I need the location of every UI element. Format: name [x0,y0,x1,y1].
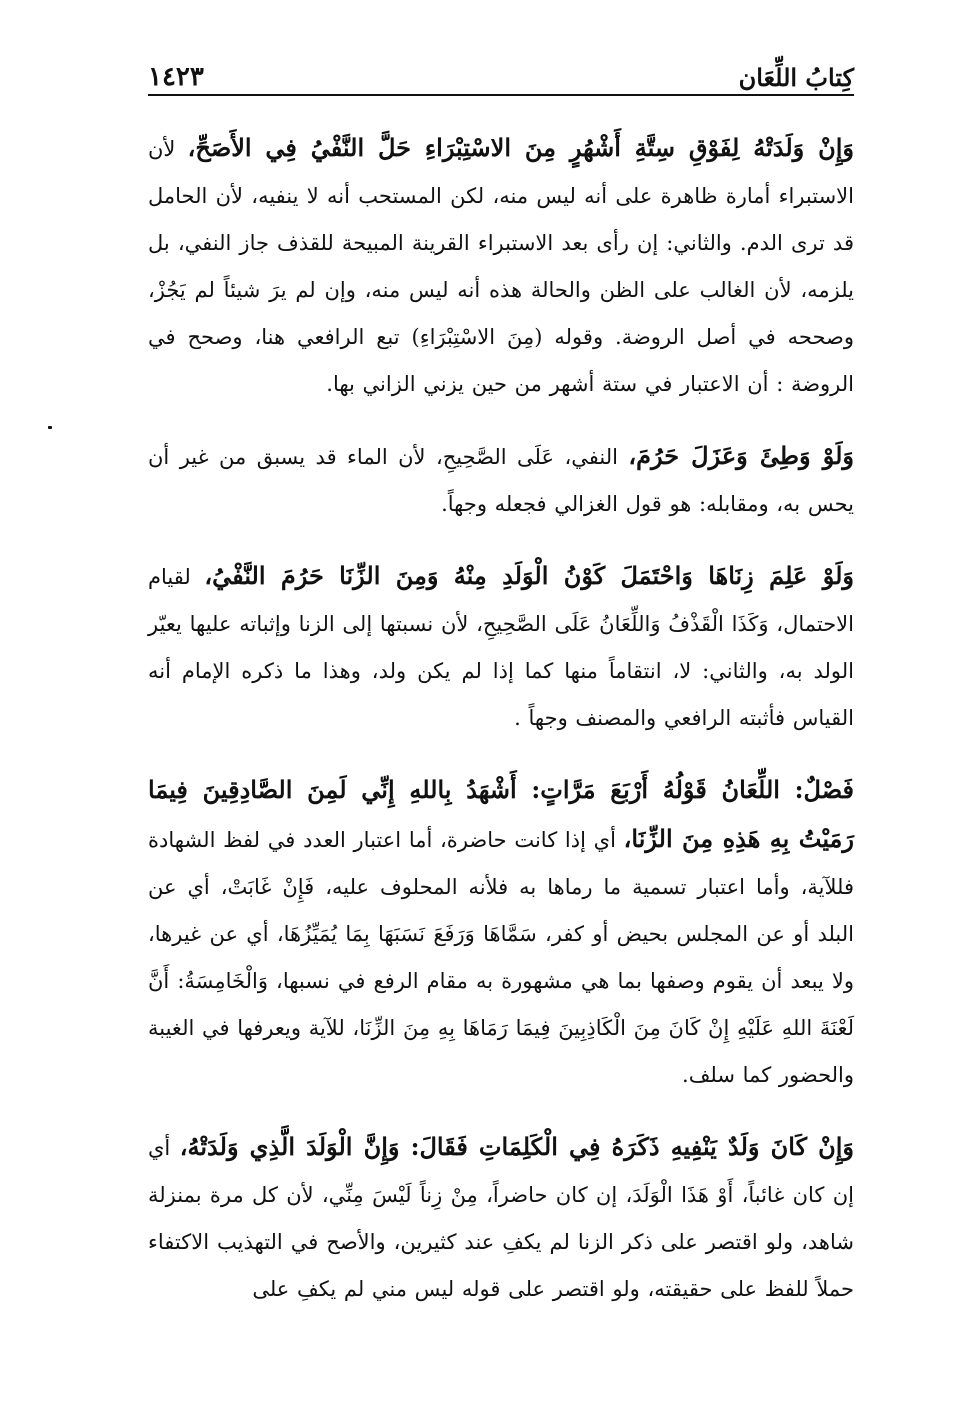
commentary-text: أي إذا كانت حاضرة، أما اعتبار العدد في لفظ الشهادة فللآية، وأما اعتبار تسمية ما رماها به فلأنه المحلوف عليه، فَإِنْ غَابَتْ، أي عن البلد أو عن المجلس بحيض أو كفر، سَمَّاهَا وَرَفَعَ نَسَبَهَا بِمَا يُمَيِّزُهَا، أي عن غيرها، ولا يبعد أن يقوم وصفها بما هي مشهورة به مقام الرفع في نسبها، وَالْخَامِسَةُ: أَنَّ لَعْنَةَ اللهِ عَلَيْهِ إِنْ كَانَ مِنَ الْكَاذِبِينَ فِيمَا رَمَاهَا بِهِ مِنَ الزِّنَا، للآية ويعرفها في الغيبة والحضور كما سلف. [148,828,854,1087]
paragraph [148,766,854,1099]
scan-speck [48,426,52,429]
matn-text: وَإِنْ وَلَدَتْهُ لِفَوْقِ سِتَّةِ أَشْهُرٍ مِنَ الاسْتِبْرَاءِ حَلَّ النَّفْيُ فِي الأَصَحِّ، [187,133,855,162]
paragraph [148,552,854,742]
paragraph [148,432,854,528]
commentary-text: أي إن كان غائباً، أَوْ هَذَا الْوَلَدَ، إن كان حاضراً، مِنْ زِناً لَيْسَ مِنِّي، لأن كل مرة بمنزلة شاهد، ولو اقتصر على ذكر الزنا لم يكفِ عند كثيرين، والأصح في التهذيب الاكتفاء حملاً للفظ على حقيقته، ولو اقتصر على قوله ليس مني لم يكفِ على [148,1136,854,1301]
commentary-text: النفي، عَلَى الصَّحِيحِ، لأن الماء قد يسبق من غير أن يحس به، ومقابله: هو قول الغزالي فجعله وجهاً. [148,445,854,516]
page-number: ١٤٢٣ [148,62,204,92]
matn-text: فَصْلٌ: اللِّعَانُ قَوْلُهُ أَرْبَعَ مَرَّاتٍ: أَشْهَدُ بِاللهِ إِنِّي لَمِنَ الصَّادِقِينَ فِيمَا رَمَيْتُ بِهِ هَذِهِ مِنَ الزِّنَا، [148,775,855,853]
paragraph [148,124,854,408]
matn-text: وَلَوْ عَلِمَ زِنَاهَا وَاحْتَمَلَ كَوْنُ الْوَلَدِ مِنْهُ وَمِنَ الزِّنَا حَرُمَ النَّفْيُ، [204,561,854,590]
commentary-text: لقيام الاحتمال، وَكَذَا الْقَذْفُ وَاللِّعَانُ عَلَى الصَّحِيحِ، لأن نسبتها إلى الزنا وإثباته عليها يعيّر الولد به، والثاني: لا، انتقاماً منها كما إذا لم يكن ولد، وهذا ما ذكره الإمام أنه القياس فأثبته الرافعي والمصنف وجهاً . [148,565,854,730]
page-header [148,58,854,96]
book-title: كِتابُ اللِّعَان [738,63,854,92]
paragraph [148,1123,854,1313]
matn-text: وَإِنْ كَانَ وَلَدٌ يَنْفِيهِ ذَكَرَهُ فِي الْكَلِمَاتِ فَقَالَ: وَإِنَّ الْوَلَدَ الَّذِي وَلَدَتْهُ، [179,1132,855,1161]
commentary-text: لأن الاستبراء أمارة ظاهرة على أنه ليس منه، لكن المستحب أنه لا ينفيه، لأن الحامل قد ترى الدم. والثاني: إن رأى بعد الاستبراء القرينة المبيحة للقذف جاز النفي، بل يلزمه، لأن الغالب على الظن والحالة هذه أنه ليس منه، وإن لم يرَ شيئاً لم يَجُزْ، وصححه في أصل الروضة. وقوله (مِنَ الاسْتِبْرَاءِ) تبع الرافعي هنا، وصحح في الروضة : أن الاعتبار في ستة أشهر من حين يزني الزاني بها. [148,137,854,396]
page-body [148,124,854,1337]
matn-text: وَلَوْ وَطِئَ وَعَزَلَ حَرُمَ، [628,441,854,470]
